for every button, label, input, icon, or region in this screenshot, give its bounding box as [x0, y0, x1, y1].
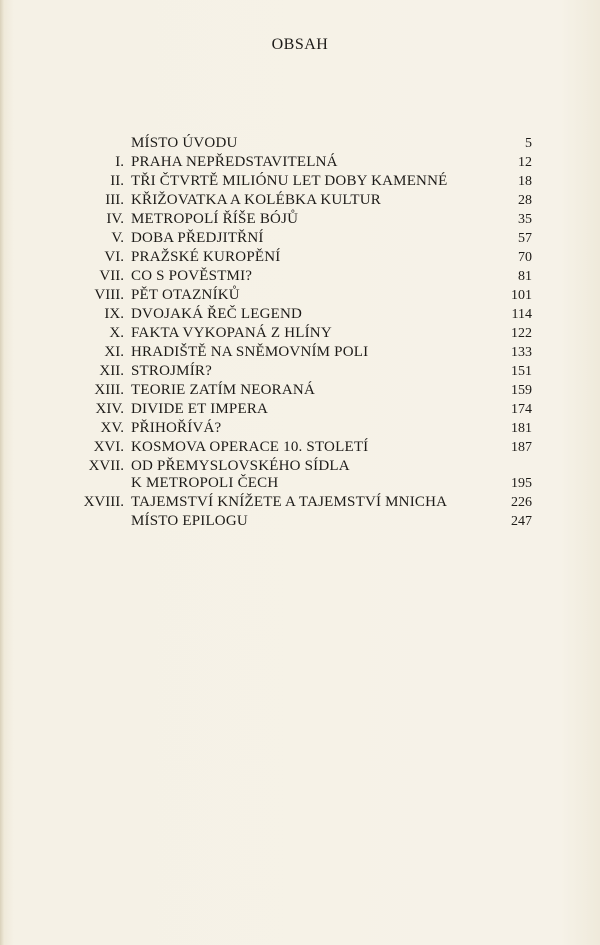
toc-entry	[0, 305, 600, 324]
toc-entry	[0, 191, 600, 210]
toc-entry	[0, 512, 600, 531]
chapter-number: XVI.	[93, 439, 124, 455]
chapter-title: PŘIHOŘÍVÁ?	[131, 420, 222, 436]
page-number: 57	[518, 231, 532, 246]
chapter-title: DOBA PŘEDJITŘNÍ	[131, 230, 264, 246]
page-number: 133	[511, 345, 532, 360]
chapter-title: TŘI ČTVRTĚ MILIÓNU LET DOBY KAMENNÉ	[131, 173, 448, 189]
page-number: 159	[511, 383, 532, 398]
page-number: 12	[518, 155, 532, 170]
chapter-title: OD PŘEMYSLOVSKÉHO SÍDLA	[131, 458, 350, 474]
chapter-title: HRADIŠTĚ NA SNĚMOVNÍM POLI	[131, 344, 369, 360]
page-number: 70	[518, 250, 532, 265]
page-number: 81	[518, 269, 532, 284]
chapter-title: TEORIE ZATÍM NEORANÁ	[131, 382, 315, 398]
chapter-title: PĚT OTAZNÍKŮ	[131, 287, 240, 303]
toc-entry	[0, 419, 600, 438]
chapter-number: VIII.	[94, 287, 124, 303]
chapter-number: VI.	[104, 249, 124, 265]
chapter-title: DIVIDE ET IMPERA	[131, 401, 269, 417]
chapter-number: XII.	[99, 363, 124, 379]
toc-entry	[0, 438, 600, 457]
chapter-number: XV.	[100, 420, 124, 436]
page-number: 28	[518, 193, 532, 208]
toc-entry-continuation	[0, 474, 600, 493]
page-number: 35	[518, 212, 532, 227]
page-number: 101	[511, 288, 532, 303]
chapter-number: I.	[115, 154, 124, 170]
chapter-title: FAKTA VYKOPANÁ Z HLÍNY	[131, 325, 332, 341]
page-number: 187	[511, 440, 532, 455]
page-title: OBSAH	[271, 36, 329, 53]
chapter-number: XIV.	[95, 401, 124, 417]
toc-entry	[0, 493, 600, 512]
toc-entry	[0, 267, 600, 286]
page-number: 174	[511, 402, 532, 417]
toc-entry	[0, 210, 600, 229]
chapter-number: III.	[105, 192, 124, 208]
toc-entry	[0, 343, 600, 362]
chapter-title: TAJEMSTVÍ KNÍŽETE A TAJEMSTVÍ MNICHA	[131, 494, 448, 510]
chapter-number: XVII.	[88, 458, 124, 474]
toc-entry	[0, 172, 600, 191]
chapter-number: IV.	[106, 211, 124, 227]
toc-entry	[0, 362, 600, 381]
page-number: 114	[511, 307, 532, 322]
page-number: 247	[511, 514, 532, 529]
page-number: 195	[511, 476, 532, 491]
chapter-title: PRAHA NEPŘEDSTAVITELNÁ	[131, 154, 338, 170]
chapter-title: METROPOLÍ ŘÍŠE BÓJŮ	[131, 211, 299, 227]
chapter-number: XVIII.	[83, 494, 124, 510]
table-of-contents	[0, 134, 600, 531]
page-number: 226	[511, 495, 532, 510]
chapter-number: IX.	[104, 306, 124, 322]
chapter-title: MÍSTO ÚVODU	[131, 135, 238, 151]
chapter-title: STROJMÍR?	[131, 363, 212, 379]
toc-entry	[0, 381, 600, 400]
chapter-title: PRAŽSKÉ KUROPĚNÍ	[131, 249, 281, 265]
chapter-title: DVOJAKÁ ŘEČ LEGEND	[131, 306, 303, 322]
page-number: 122	[511, 326, 532, 341]
chapter-title: K METROPOLI ČECH	[131, 475, 279, 491]
chapter-title: KŘIŽOVATKA A KOLÉBKA KULTUR	[131, 192, 382, 208]
toc-entry	[0, 400, 600, 419]
page-number: 181	[511, 421, 532, 436]
chapter-title: MÍSTO EPILOGU	[131, 513, 248, 529]
chapter-number: V.	[111, 230, 124, 246]
toc-entry	[0, 286, 600, 305]
page-number: 5	[525, 136, 532, 151]
toc-entry	[0, 324, 600, 343]
chapter-number: II.	[110, 173, 124, 189]
chapter-number: XIII.	[94, 382, 124, 398]
page-number: 18	[518, 174, 532, 189]
chapter-title: CO S POVĚSTMI?	[131, 268, 253, 284]
toc-entry	[0, 153, 600, 172]
chapter-number: VII.	[99, 268, 124, 284]
chapter-number: X.	[109, 325, 124, 341]
toc-entry	[0, 134, 600, 153]
toc-entry	[0, 229, 600, 248]
toc-entry	[0, 457, 600, 474]
toc-entry	[0, 248, 600, 267]
chapter-number: XI.	[104, 344, 124, 360]
chapter-title: KOSMOVA OPERACE 10. STOLETÍ	[131, 439, 369, 455]
page-number: 151	[511, 364, 532, 379]
